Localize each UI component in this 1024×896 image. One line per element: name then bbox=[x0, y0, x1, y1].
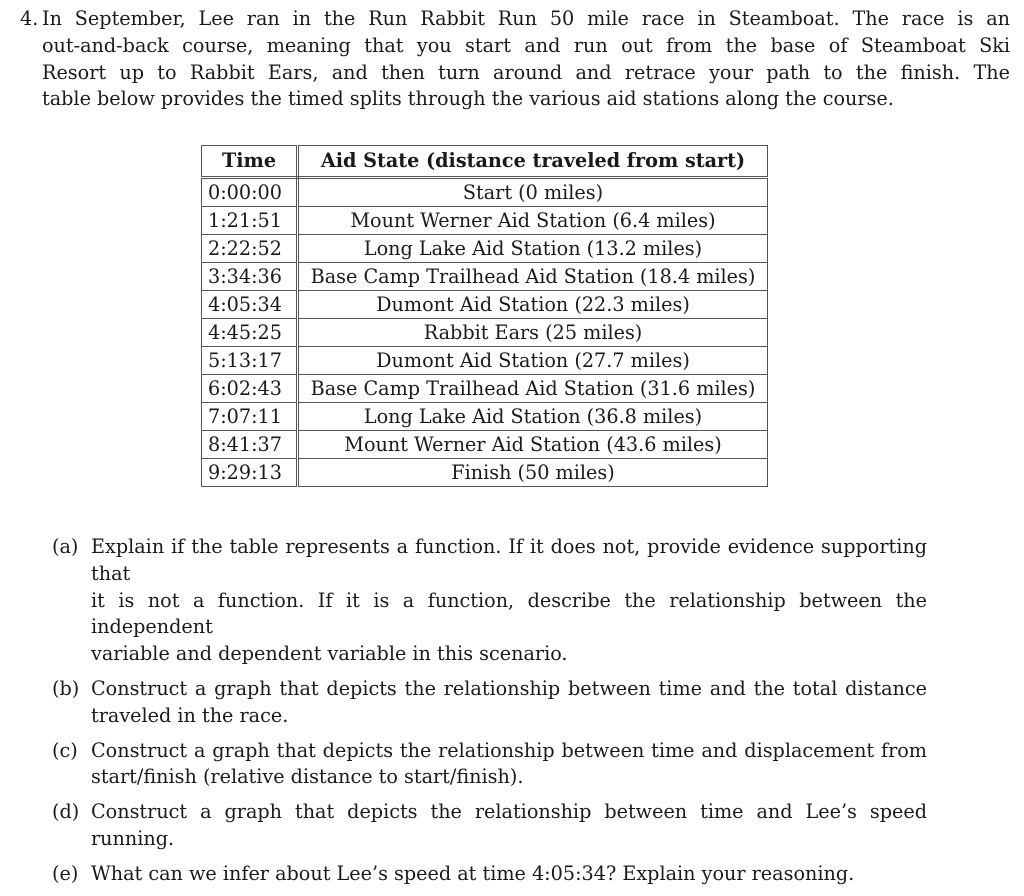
table-row bbox=[202, 403, 768, 431]
table-row bbox=[202, 291, 768, 319]
cell-time: 9:29:13 bbox=[202, 459, 298, 487]
cell-station: Dumont Aid Station (27.7 miles) bbox=[298, 347, 768, 375]
cell-time: 4:45:25 bbox=[202, 319, 298, 347]
question-line: start/finish (relative distance to start/finish). bbox=[91, 765, 524, 789]
question-b bbox=[52, 676, 927, 730]
question-label: (d) bbox=[52, 800, 80, 824]
cell-station: Dumont Aid Station (22.3 miles) bbox=[298, 291, 768, 319]
problem-4 bbox=[20, 6, 1010, 113]
table-row bbox=[202, 375, 768, 403]
question-line: variable and dependent variable in this scenario. bbox=[91, 642, 568, 666]
question-line: What can we infer about Lee’s speed at time 4:05:34? Explain your reasoning. bbox=[91, 861, 855, 885]
cell-time: 8:41:37 bbox=[202, 431, 298, 459]
question-label: (b) bbox=[52, 676, 80, 700]
question-line: Construct a graph that depicts the relationship between time and Lee’s speed running. bbox=[91, 800, 927, 850]
cell-station: Long Lake Aid Station (36.8 miles) bbox=[298, 403, 768, 431]
question-label: (c) bbox=[52, 738, 78, 762]
header-time: Time bbox=[202, 146, 298, 178]
cell-time: 4:05:34 bbox=[202, 291, 298, 319]
question-line: traveled in the race. bbox=[91, 703, 289, 727]
header-aid-station: Aid State (distance traveled from start) bbox=[298, 146, 768, 178]
question-line: Construct a graph that depicts the relationship between time and displacement from bbox=[91, 738, 927, 762]
table-row bbox=[202, 347, 768, 375]
table-row bbox=[202, 207, 768, 235]
cell-station: Mount Werner Aid Station (43.6 miles) bbox=[298, 431, 768, 459]
problem-intro bbox=[20, 6, 1010, 113]
cell-time: 6:02:43 bbox=[202, 375, 298, 403]
question-a bbox=[52, 534, 927, 668]
cell-time: 0:00:00 bbox=[202, 178, 298, 207]
cell-time: 7:07:11 bbox=[202, 403, 298, 431]
table-row bbox=[202, 431, 768, 459]
question-line: Construct a graph that depicts the relationship between time and the total distance bbox=[91, 676, 927, 700]
intro-line: table below provides the timed splits through the various aid stations along the course. bbox=[42, 87, 894, 111]
intro-line: out-and-back course, meaning that you start and run out from the base of Steamboat Ski bbox=[42, 33, 1010, 57]
table-row bbox=[202, 263, 768, 291]
cell-station: Base Camp Trailhead Aid Station (18.4 miles) bbox=[298, 263, 768, 291]
cell-time: 3:34:36 bbox=[202, 263, 298, 291]
question-line: it is not a function. If it is a function, describe the relationship between the independent bbox=[91, 588, 927, 639]
cell-station: Base Camp Trailhead Aid Station (31.6 miles) bbox=[298, 375, 768, 403]
question-c bbox=[52, 738, 927, 792]
cell-time: 2:22:52 bbox=[202, 235, 298, 263]
question-label: (a) bbox=[52, 535, 79, 558]
problem-number: 4. bbox=[20, 7, 39, 30]
intro-line: In September, Lee ran in the Run Rabbit Run 50 mile race in Steamboat. The race is an bbox=[42, 7, 1010, 30]
table-row bbox=[202, 319, 768, 347]
cell-station: Finish (50 miles) bbox=[298, 459, 768, 487]
question-line: Explain if the table represents a function. If it does not, provide evidence supporting that bbox=[91, 535, 927, 585]
table-row bbox=[202, 459, 768, 487]
table-header-row bbox=[202, 146, 768, 178]
cell-time: 1:21:51 bbox=[202, 207, 298, 235]
question-list bbox=[52, 534, 927, 896]
cell-station: Long Lake Aid Station (13.2 miles) bbox=[298, 235, 768, 263]
question-e bbox=[52, 861, 927, 888]
table-row bbox=[202, 178, 768, 207]
splits-table bbox=[201, 145, 768, 487]
question-d bbox=[52, 799, 927, 853]
cell-time: 5:13:17 bbox=[202, 347, 298, 375]
cell-station: Start (0 miles) bbox=[298, 178, 768, 207]
cell-station: Mount Werner Aid Station (6.4 miles) bbox=[298, 207, 768, 235]
question-label: (e) bbox=[52, 861, 79, 885]
intro-line: Resort up to Rabbit Ears, and then turn around and retrace your path to the finish. The bbox=[42, 60, 1010, 84]
table-row bbox=[202, 235, 768, 263]
cell-station: Rabbit Ears (25 miles) bbox=[298, 319, 768, 347]
